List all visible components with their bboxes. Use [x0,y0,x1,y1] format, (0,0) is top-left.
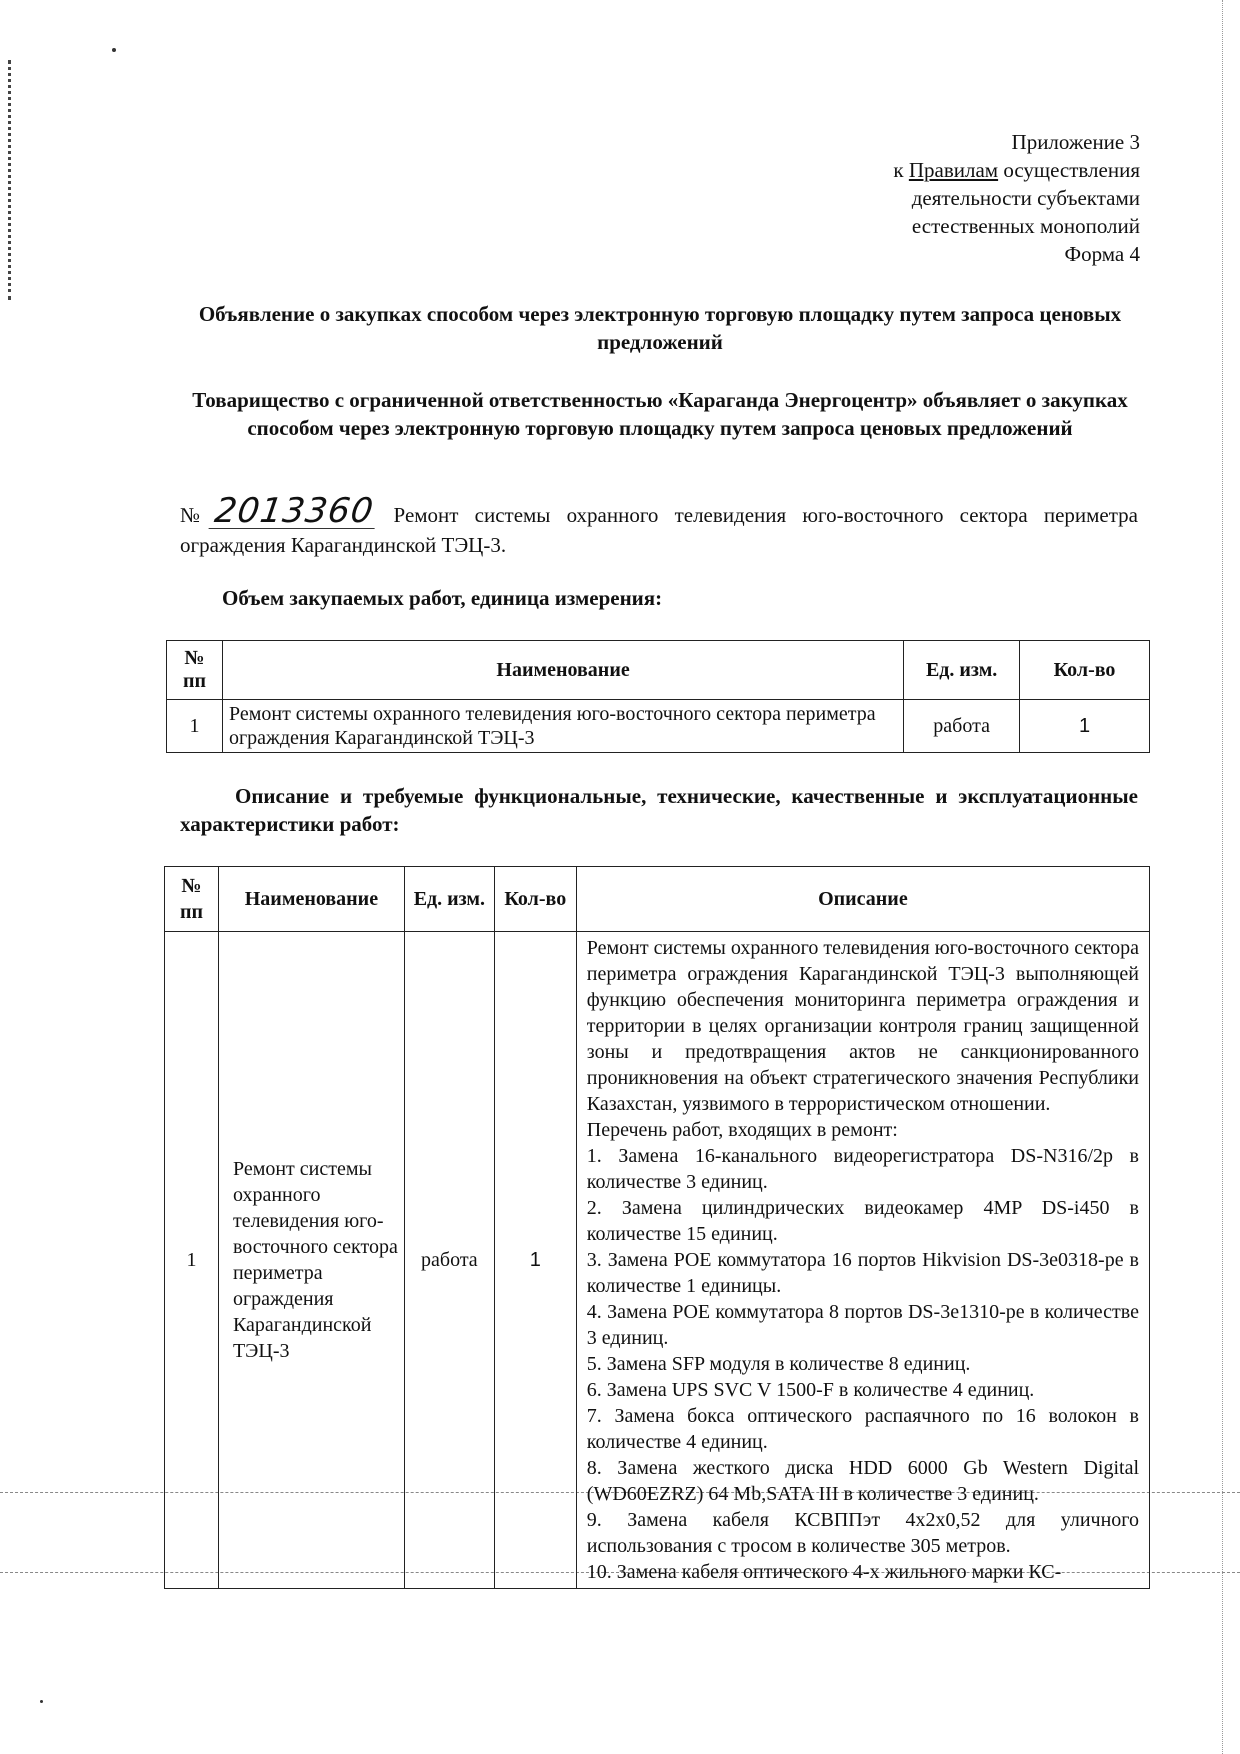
lot-prefix: № [180,503,211,527]
annex-block [893,128,1140,268]
list-item: 8. Замена жесткого диска HDD 6000 Gb Western Digital (WD60EZRZ) 64 Mb,SATA III в количестве 3 единиц. [586,1457,1139,1505]
list-item: 2. Замена цилиндрических видеокамер 4MP DS-i450 в количестве 15 единиц. [586,1197,1139,1245]
annex-line-1: Приложение 3 [1011,130,1140,154]
header-qty: Кол-во [494,867,576,932]
header-name: Наименование [218,867,404,932]
list-item: 1. Замена 16-канального видеорегистратора DS-N316/2p в количестве 3 единиц. [586,1145,1139,1193]
header-qty: Кол-во [1020,641,1150,700]
cell-unit: работа [404,932,494,1589]
annex-line-3: деятельности субъектами [911,186,1140,210]
table-row [167,700,1150,753]
section-description-title: Описание и требуемые функциональные, технические, качественные и эксплуатационные характеристики работ: [180,784,1138,836]
cell-qty: 1 [494,932,576,1589]
annex-line-2 [893,156,1140,184]
lot-number-handwritten: 2013360 [208,494,379,529]
cell-qty: 1 [1020,700,1150,753]
volume-table [166,640,1150,753]
lot-line [180,491,1138,560]
list-item: 6. Замена UPS SVC V 1500-F в количестве 4 единиц. [586,1379,1035,1401]
header-unit: Ед. изм. [904,641,1020,700]
list-item: 5. Замена SFP модуля в количестве 8 единиц. [586,1353,971,1375]
table-header-row [167,641,1150,700]
header-description: Описание [576,867,1149,932]
list-item: 9. Замена кабеля КСВППэт 4x2x0,52 для уличного использования с тросом в количестве 305 метров. [586,1509,1139,1557]
annex-line-4: естественных монополий [911,214,1140,238]
cell-num: 1 [165,932,219,1589]
table-row [165,932,1150,1589]
scan-edge-line [1222,0,1223,1754]
header-num: № пп [167,641,223,700]
description-table [164,866,1150,1589]
description-list-title: Перечень работ, входящих в ремонт: [586,1119,898,1141]
rules-link[interactable]: Правилам [908,158,999,182]
header-unit: Ед. изм. [404,867,494,932]
cell-name: Ремонт системы охранного телевидения юго-восточного сектора периметра ограждения Карагандинской ТЭЦ-3 [218,932,404,1589]
list-item: 3. Замена POE коммутатора 16 портов Hikvision DS-3e0318-pe в количестве 1 единицы. [586,1249,1139,1297]
scan-speck [40,1700,43,1703]
header-name: Наименование [222,641,903,700]
scan-speck [112,48,116,52]
list-item: 10. Замена кабеля оптического 4-х жильного марки КС- [586,1561,1062,1583]
work-items-list [587,1143,1139,1585]
cell-name: Ремонт системы охранного телевидения юго-восточного сектора периметра ограждения Карагандинской ТЭЦ-3 [222,700,903,753]
annex-form-number: Форма 4 [1064,242,1140,266]
cell-description [576,932,1149,1589]
heading-company: Товарищество с ограниченной ответственностью «Караганда Энергоцентр» объявляет о закупках способом через электронную торговую площадку путем запроса ценовых предложений [192,388,1128,440]
section-volume-title: Объем закупаемых работ, единица измерения: [222,586,663,610]
heading-announcement: Объявление о закупках способом через электронную торговую площадку путем запроса ценовых предложений [198,302,1122,354]
scan-edge-line-left [8,60,11,300]
list-item: 4. Замена POE коммутатора 8 портов DS-3e1310-pe в количестве 3 единиц. [586,1301,1139,1349]
annex-line-2-prefix: к [893,158,909,182]
cell-unit: работа [904,700,1020,753]
annex-line-2-suffix: осуществления [998,158,1140,182]
lot-title: Ремонт системы охранного телевидения юго-восточного сектора периметра ограждения Карагандинской ТЭЦ-3. [180,503,1138,557]
header-num: № пп [165,867,219,932]
description-intro: Ремонт системы охранного телевидения юго-восточного сектора периметра ограждения Карагандинской ТЭЦ-3 выполняющей функцию обеспечения мониторинга периметра ограждения и территории в целях организации контроля границ защищенной зоны и предотвращения актов не санкционированного проникновения на объект стратегического значения Республики Казахстан, уязвимого в террористическом отношении. [586,937,1139,1115]
cell-num: 1 [167,700,223,753]
list-item: 7. Замена бокса оптического распаячного по 16 волокон в количестве 4 единиц. [586,1405,1139,1453]
table-header-row [165,867,1150,932]
